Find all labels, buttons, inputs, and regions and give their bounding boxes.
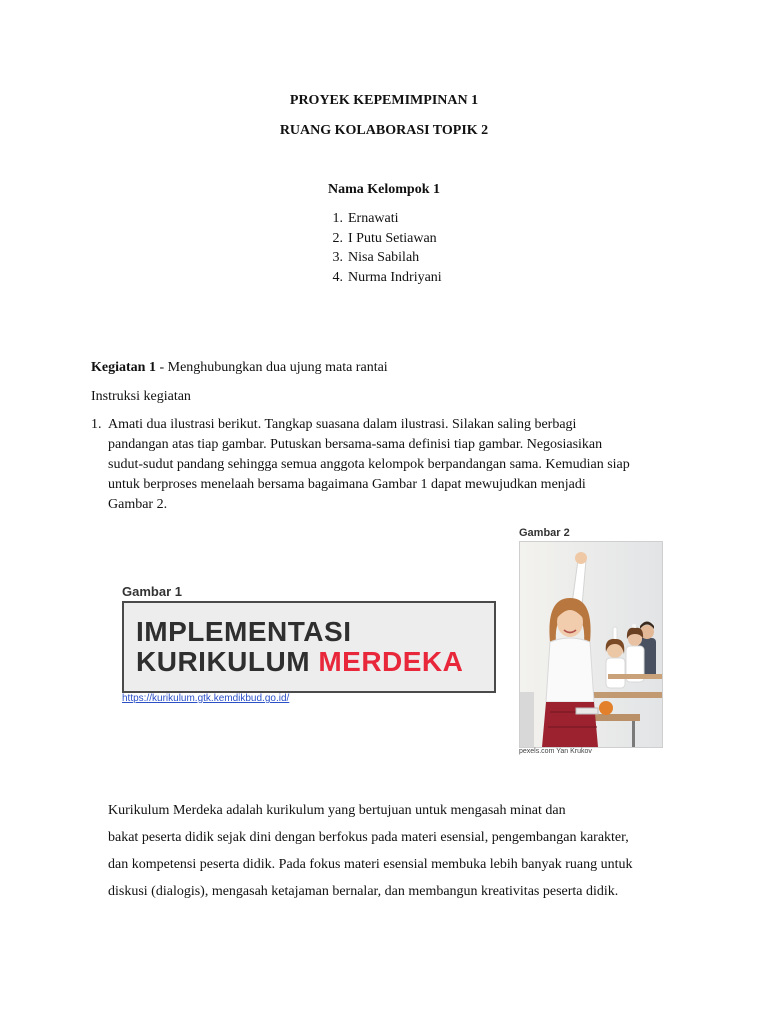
instruction-line: pandangan atas tiap gambar. Putuskan bersama-sama definisi tiap gambar. Negosiasikan [108,437,603,452]
figure1-banner [122,601,496,693]
instruction-text [108,415,708,515]
banner-text-line2 [136,647,463,677]
member-name: I Putu Setiawan [348,231,437,246]
paragraph-line: bakat peserta didik sejak dini dengan berfokus pada materi esensial, pengembangan karakter, [108,830,629,845]
instruction-line: sudut-sudut pandang sehingga semua anggota kelompok berpandangan sama. Kemudian siap [108,457,630,472]
activity-label: Kegiatan 1 [91,360,156,375]
banner-text-kurikulum: KURIKULUM [136,646,319,677]
activity-heading [91,358,388,378]
member-name: Nisa Sabilah [348,250,420,265]
instruction-line: Gambar 2. [108,497,168,512]
instructions-heading: Instruksi kegiatan [91,389,191,404]
banner-text-line1: IMPLEMENTASI [136,616,352,647]
paragraph-line: diskusi (dialogis), mengasah ketajaman bernalar, dan membangun kreativitas peserta didik. [108,884,619,899]
member-name: Nurma Indriyani [348,270,442,285]
figure2-photo [519,541,663,748]
paragraph-line: dan kompetensi peserta didik. Pada fokus materi esensial membuka lebih banyak ruang untuk [108,857,633,872]
figure1-source-link[interactable]: https://kurikulum.gtk.kemdikbud.go.id/ [122,693,290,704]
list-number: 4. [332,270,343,285]
figure1-label: Gambar 1 [122,584,182,599]
activity-separator: - [155,360,168,375]
list-number: 1. [332,211,343,226]
document-title: PROYEK KEPEMIMPINAN 1 [289,93,479,108]
group-heading: Nama Kelompok 1 [328,182,440,197]
banner-text-merdeka: MERDEKA [318,646,464,677]
activity-description: Menghubungkan dua ujung mata rantai [167,360,388,375]
instruction-number: 1. [91,417,102,432]
list-number: 3. [332,250,343,265]
figure2-label: Gambar 2 [519,527,570,539]
classroom-photo-illustration [520,542,662,747]
description-paragraph [108,797,728,905]
list-number: 2. [332,231,343,246]
document-subtitle: RUANG KOLABORASI TOPIK 2 [279,123,489,138]
paragraph-line: Kurikulum Merdeka adalah kurikulum yang bertujuan untuk mengasah minat dan [108,803,566,818]
instruction-line: Amati dua ilustrasi berikut. Tangkap suasana dalam ilustrasi. Silakan saling berbagi [108,417,577,432]
instruction-line: untuk berproses menelaah bersama bagaimana Gambar 1 dapat mewujudkan menjadi [108,477,586,492]
member-name: Ernawati [348,211,399,226]
figure2-credit: pexels.com Yan Krukov [519,748,592,755]
